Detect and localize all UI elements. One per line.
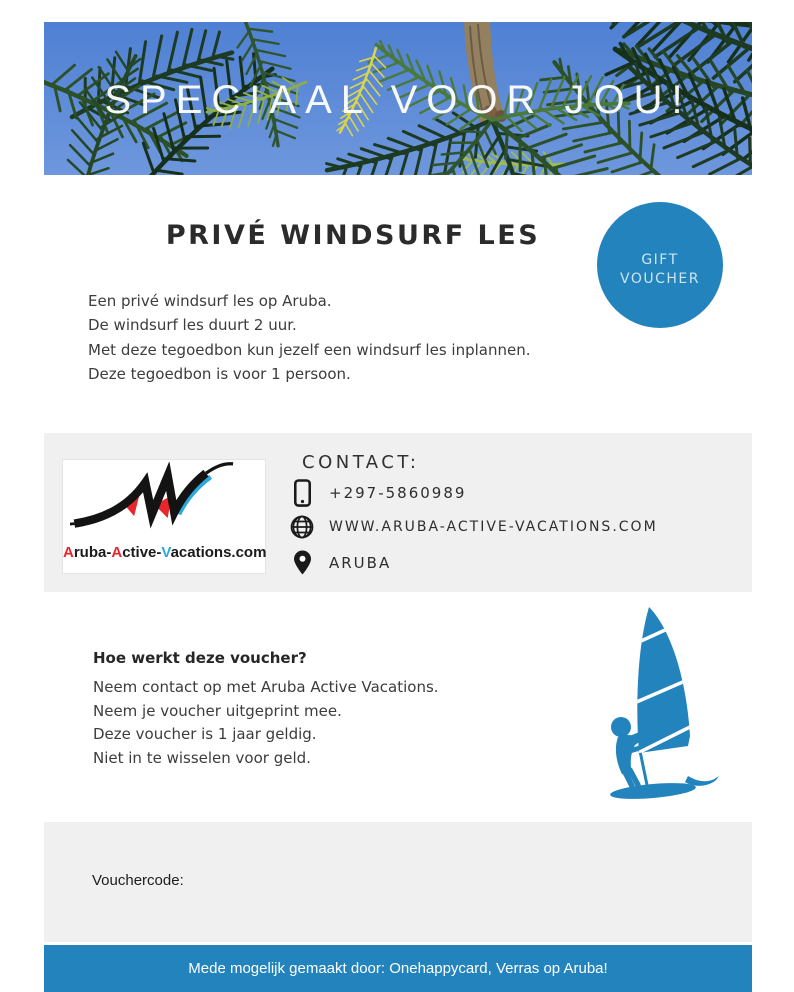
intro-line: Een privé windsurf les op Aruba.: [88, 292, 332, 310]
badge-line-1: GIFT: [641, 252, 679, 268]
contact-panel: [44, 433, 752, 592]
logo-wordmark: Aruba-Active-Vacations.com: [63, 544, 267, 561]
header-banner: [44, 22, 752, 175]
footer-bar: [44, 945, 752, 992]
how-line: Neem contact op met Aruba Active Vacations.: [93, 678, 439, 696]
voucher-code-box: [44, 822, 752, 942]
intro-line: Deze tegoedbon is voor 1 persoon.: [88, 364, 351, 383]
windsurfer-icon: [592, 604, 727, 813]
gift-voucher-badge: [597, 202, 723, 328]
contact-row-phone: [289, 479, 466, 507]
page-title: PRIVÉ WINDSURF LES: [165, 220, 541, 251]
voucher-code-label: Vouchercode:: [92, 872, 184, 889]
how-line: Neem je voucher uitgeprint mee.: [93, 701, 342, 720]
phone-icon: [289, 479, 315, 507]
website-url: WWW.ARUBA-ACTIVE-VACATIONS.COM: [329, 519, 658, 535]
intro-line: De windsurf les duurt 2 uur.: [88, 316, 297, 335]
footer-text: Mede mogelijk gemaakt door: Onehappycard, Verras op Aruba!: [188, 960, 608, 977]
map-pin-icon: [289, 550, 315, 575]
contact-row-location: [289, 550, 391, 575]
intro-text: [88, 289, 530, 386]
contact-heading: CONTACT:: [302, 452, 420, 473]
contact-row-website: [289, 515, 658, 539]
badge-line-2: VOUCHER: [620, 271, 700, 287]
intro-line: Met deze tegoedbon kun jezelf een windsurf les inplannen.: [88, 340, 531, 359]
company-logo: [62, 459, 266, 574]
phone-number: +297-5860989: [329, 484, 467, 502]
globe-icon: [289, 515, 315, 539]
how-line: Niet in te wisselen voor geld.: [93, 748, 311, 767]
banner-title: SPECIAAL VOOR JOU!: [104, 78, 692, 122]
how-line: Deze voucher is 1 jaar geldig.: [93, 725, 317, 744]
how-it-works-section: [93, 649, 439, 770]
location-name: ARUBA: [329, 553, 392, 572]
how-it-works-heading: Hoe werkt deze voucher?: [93, 649, 307, 667]
logo-mark: [70, 462, 258, 546]
